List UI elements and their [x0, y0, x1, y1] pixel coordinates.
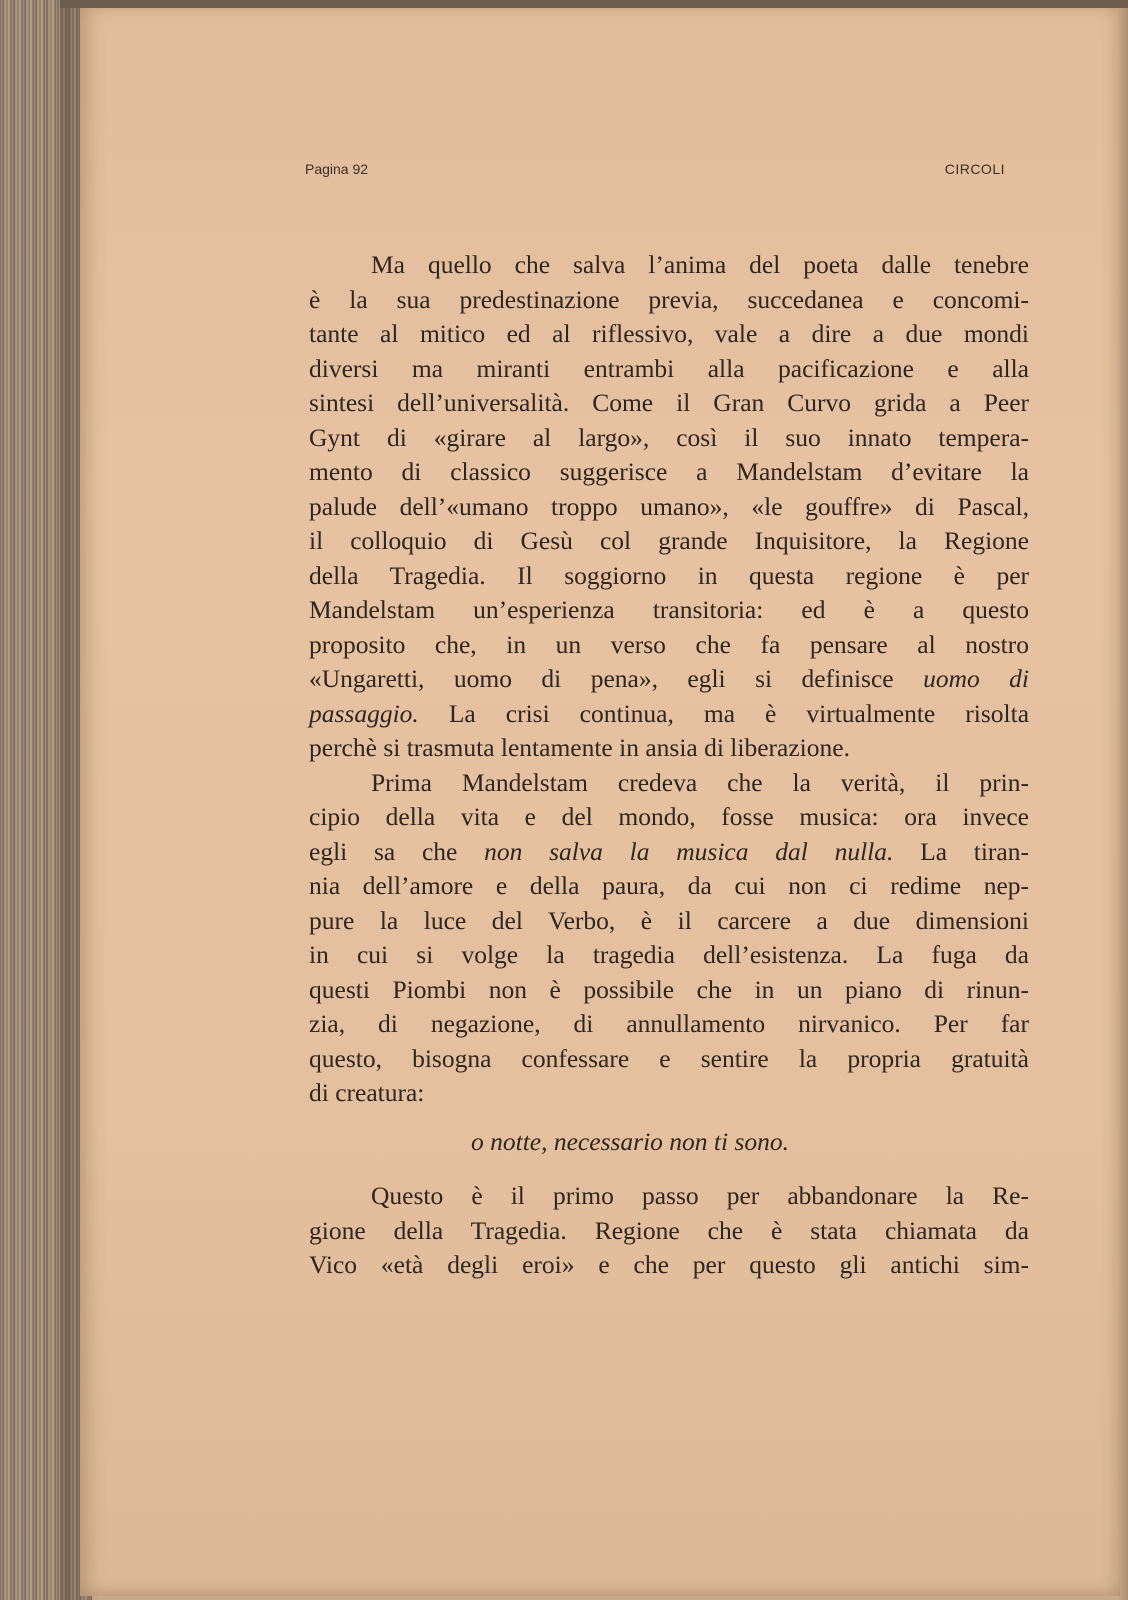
text-line	[309, 835, 1029, 870]
text-line: cipio della vita e del mondo, fosse musica: ora invece	[309, 802, 1029, 831]
text-line: mento di classico suggerisce a Mandelstam d’evitare la	[309, 457, 1029, 486]
italic-phrase: passaggio.	[309, 698, 419, 728]
italic-phrase: uomo di	[923, 664, 1030, 693]
text-line: Questo è il primo passo per abbandonare la Re-	[371, 1181, 1029, 1210]
top-edge	[60, 0, 1128, 8]
text-line: questo, bisogna confessare e sentire la propria gratuità	[309, 1043, 1029, 1073]
text-line: proposito che, in un verso che fa pensare al nostro	[309, 629, 1029, 659]
text-line: Ma quello che salva l’anima del poeta dalle tenebre	[371, 250, 1029, 279]
text-line: gione della Tragedia. Regione che è stata chiamata da	[309, 1215, 1029, 1245]
text-line: Mandelstam un’esperienza transitoria: ed è a questo	[309, 595, 1029, 624]
right-edge-shade	[1118, 0, 1128, 1600]
text-line: nia dell’amore e della paura, da cui non ci redime nep-	[309, 871, 1029, 900]
text-line: zia, di negazione, di annullamento nirvanico. Per far	[309, 1009, 1029, 1038]
verse-quotation: o notte, necessario non ti sono.	[471, 1126, 790, 1156]
text-segment: egli sa che	[309, 836, 458, 866]
text-line: sintesi dell’universalità. Come il Gran Curvo grida a Peer	[309, 388, 1029, 417]
text-line: è la sua predestinazione previa, succedanea e concomi-	[309, 284, 1029, 314]
body-text	[309, 248, 1029, 1283]
text-line: in cui si volge la tragedia dell’esistenza. La fuga da	[309, 940, 1029, 969]
italic-phrase: non salva la musica dal nulla.	[484, 836, 894, 866]
page-number: Pagina 92	[305, 161, 369, 177]
text-segment: La crisi continua, ma è virtualmente risolta	[448, 698, 1030, 728]
running-header	[305, 161, 1005, 185]
text-segment: La tiran-	[920, 836, 1029, 866]
text-line	[309, 697, 1029, 732]
text-line: pure la luce del Verbo, è il carcere a due dimensioni	[309, 905, 1029, 935]
text-line: Vico «età degli eroi» e che per questo gli antichi sim-	[309, 1250, 1029, 1279]
text-line: della Tragedia. Il soggiorno in questa regione è per	[309, 560, 1029, 590]
running-title: CIRCOLI	[944, 161, 1005, 177]
text-line: tante al mitico ed al riflessivo, vale a dire a due mondi	[309, 319, 1029, 348]
text-line: perchè si trasmuta lentamente in ansia di liberazione.	[309, 733, 850, 762]
text-line: diversi ma miranti entrambi alla pacificazione e alla	[309, 353, 1029, 383]
text-line: Prima Mandelstam credeva che la verità, il prin-	[371, 767, 1029, 797]
text-line: palude dell’«umano troppo umano», «le gouffre» di Pascal,	[309, 491, 1029, 521]
text-segment: «Ungaretti, uomo di pena», egli si definisce	[309, 664, 894, 693]
text-line	[309, 662, 1029, 697]
text-line: di creatura:	[309, 1078, 425, 1107]
text-line: Gynt di «girare al largo», così il suo innato tempera-	[309, 422, 1029, 452]
text-line: questi Piombi non è possibile che in un piano di rinun-	[309, 974, 1029, 1004]
text-line: il colloquio di Gesù col grande Inquisitore, la Regione	[309, 526, 1029, 555]
